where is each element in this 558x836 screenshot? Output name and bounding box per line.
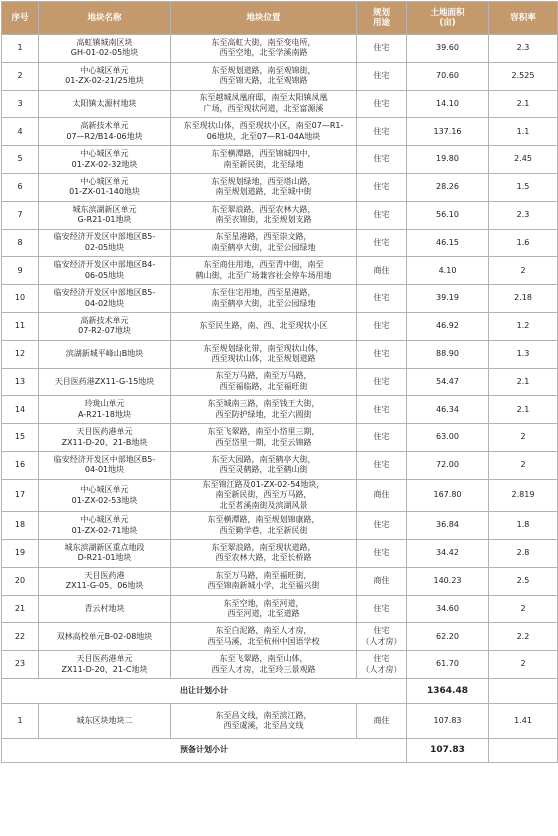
transfer-plan-cell-location: 东至翠浪路，南至现状道路， 西至农林大路，北至长桥路 — [171, 540, 357, 568]
transfer-plan-row — [2, 396, 558, 424]
transfer-plan-cell-name: 中心城区单元 01-ZX-02-71地块 — [39, 512, 171, 540]
transfer-plan-row — [2, 229, 558, 257]
transfer-plan-cell-location: 东至规划道路，南至观锦街， 西至锦天路，北至观锦路 — [171, 62, 357, 90]
transfer-plan-cell-area: 19.80 — [407, 146, 489, 174]
transfer-plan-cell-location: 东至城南三路，南至钱王大街， 西至防护绿地，北至六圆街 — [171, 396, 357, 424]
transfer-plan-cell-use: 住宅 — [357, 146, 407, 174]
transfer-plan-cell-location: 东至规划绿化带，南至现状山体， 西至现状山体，北至规划道路 — [171, 340, 357, 368]
transfer-plan-cell-use: 住宅 — [357, 229, 407, 257]
transfer-plan-cell-use: 住宅 — [357, 62, 407, 90]
transfer-plan-cell-name: 中心城区单元 01-ZX-01-140地块 — [39, 173, 171, 201]
transfer-plan-cell-seq: 5 — [2, 146, 39, 174]
transfer-plan-cell-location: 东至大园路，南至鹤亭大街， 西至灵鹤路，北至鹤山街 — [171, 451, 357, 479]
table-header-row — [2, 2, 558, 35]
transfer-plan-cell-name: 临安经济开发区中部地区B5- 02-05地块 — [39, 229, 171, 257]
transfer-plan-cell-use: 住宅 — [357, 285, 407, 313]
transfer-subtotal-section — [2, 679, 558, 704]
transfer-plan-cell-use: 住宅 — [357, 340, 407, 368]
transfer-plan-cell-use: 住宅 — [357, 540, 407, 568]
transfer-plan-cell-far: 1.6 — [489, 229, 558, 257]
land-plan-table — [1, 1, 558, 763]
transfer-plan-cell-location: 东至越城凤凰府邸，南至太阳镇凤凰 广场，西至现状河道，北至富源溪 — [171, 90, 357, 118]
transfer-plan-cell-name: 高新技术单元 07—R2/B14-06地块 — [39, 118, 171, 146]
transfer-plan-cell-far: 2.3 — [489, 35, 558, 63]
transfer-plan-cell-seq: 20 — [2, 567, 39, 595]
transfer-plan-cell-far: 2 — [489, 424, 558, 452]
transfer-plan-cell-use: 住宅 — [357, 396, 407, 424]
transfer-plan-cell-name: 临安经济开发区中部地区B4- 06-05地块 — [39, 257, 171, 285]
transfer-plan-cell-use: 住宅 — [357, 424, 407, 452]
transfer-plan-cell-seq: 6 — [2, 173, 39, 201]
transfer-plan-row — [2, 595, 558, 623]
transfer-plan-cell-seq: 12 — [2, 340, 39, 368]
transfer-plan-cell-far: 1.2 — [489, 312, 558, 340]
transfer-plan-cell-name: 临安经济开发区中部地区B5- 04-02地块 — [39, 285, 171, 313]
reserve-plan-cell-location: 东至昌文线，南至滨江路， 西至虞溪，北至昌文线 — [171, 704, 357, 739]
transfer-plan-cell-name: 高虹镇城南区块 GH-01-02-05地块 — [39, 35, 171, 63]
transfer-plan-cell-seq: 10 — [2, 285, 39, 313]
transfer-plan-cell-seq: 16 — [2, 451, 39, 479]
transfer-plan-cell-area: 39.19 — [407, 285, 489, 313]
transfer-plan-cell-far: 2 — [489, 651, 558, 679]
transfer-plan-cell-name: 天目医药港 ZX11-G-05、06地块 — [39, 567, 171, 595]
transfer-plan-row — [2, 623, 558, 651]
transfer-plan-cell-use: 商住 — [357, 567, 407, 595]
transfer-plan-cell-name: 天目医药港ZX11-G-15地块 — [39, 368, 171, 396]
transfer-plan-cell-location: 东至万马路，南至福旺街， 西至锦南新城小学，北至福兴街 — [171, 567, 357, 595]
transfer-plan-cell-area: 167.80 — [407, 479, 489, 512]
transfer-plan-row — [2, 567, 558, 595]
transfer-plan-cell-name: 中心城区单元 01-ZX-02-32地块 — [39, 146, 171, 174]
transfer-plan-cell-far: 1.5 — [489, 173, 558, 201]
transfer-plan-cell-location: 东至横潭路，西至锦城四中， 南至新民街，北至绿地 — [171, 146, 357, 174]
transfer-plan-cell-area: 140.23 — [407, 567, 489, 595]
transfer-plan-cell-name: 天目医药港单元 ZX11-D-20、21-B地块 — [39, 424, 171, 452]
transfer-plan-cell-location: 东至现状山体，西至现状小区，南至07—R1- 06地块，北至07—R1-04A地块 — [171, 118, 357, 146]
transfer-plan-cell-far: 2.1 — [489, 90, 558, 118]
transfer-plan-cell-location: 东至万马路，南至万马路， 西至福临路，北至福旺街 — [171, 368, 357, 396]
transfer-plan-cell-location: 东至锦江路及01-ZX-02-54地块， 南至新民街，西至万马路， 北至茗溪南街及滨湖风景 — [171, 479, 357, 512]
header-location: 地块位置 — [171, 2, 357, 35]
transfer-plan-cell-use: 住宅 — [357, 595, 407, 623]
transfer-plan-row — [2, 201, 558, 229]
transfer-plan-row — [2, 368, 558, 396]
transfer-plan-cell-area: 62.20 — [407, 623, 489, 651]
transfer-plan-row — [2, 285, 558, 313]
transfer-plan-cell-far: 2 — [489, 257, 558, 285]
transfer-plan-cell-location: 东至飞翠路，南至山体， 西至人才房，北至玲三景观路 — [171, 651, 357, 679]
transfer-plan-cell-location: 东至商住用地，西至青中街，南至 鹤山街，北至广场兼容社会停车场用地 — [171, 257, 357, 285]
transfer-plan-cell-area: 46.34 — [407, 396, 489, 424]
transfer-plan-cell-far: 2.18 — [489, 285, 558, 313]
transfer-plan-cell-use: 住宅 （人才房） — [357, 623, 407, 651]
reserve-plan-cell-area: 107.83 — [407, 704, 489, 739]
transfer-plan-cell-far: 2.1 — [489, 396, 558, 424]
transfer-plan-cell-use: 商住 — [357, 479, 407, 512]
reserve-subtotal-row — [2, 739, 558, 763]
transfer-plan-cell-seq: 7 — [2, 201, 39, 229]
transfer-plan-cell-far: 2.5 — [489, 567, 558, 595]
transfer-plan-row — [2, 35, 558, 63]
transfer-plan-cell-name: 城东滨湖新区重点地段 D-R21-01地块 — [39, 540, 171, 568]
transfer-plan-cell-area: 28.26 — [407, 173, 489, 201]
transfer-plan-cell-area: 46.15 — [407, 229, 489, 257]
transfer-plan-cell-seq: 19 — [2, 540, 39, 568]
transfer-plan-cell-area: 34.42 — [407, 540, 489, 568]
transfer-plan-cell-name: 中心城区单元 01-ZX-02-53地块 — [39, 479, 171, 512]
transfer-plan-cell-location: 东至规划绿地，西至塔山路， 南至规划道路，北至城中街 — [171, 173, 357, 201]
transfer-plan-cell-far: 2.3 — [489, 201, 558, 229]
reserve-subtotal-label: 预备计划小计 — [2, 739, 407, 763]
reserve-subtotal-area: 107.83 — [407, 739, 489, 763]
transfer-plan-cell-name: 天目医药港单元 ZX11-D-20、21-C地块 — [39, 651, 171, 679]
transfer-plan-cell-seq: 11 — [2, 312, 39, 340]
transfer-plan-cell-use: 住宅 （人才房） — [357, 651, 407, 679]
transfer-plan-cell-location: 东至翠浪路，西至农林大路， 南至衣锦街，北至规划支路 — [171, 201, 357, 229]
transfer-plan-row — [2, 312, 558, 340]
transfer-plan-cell-area: 39.60 — [407, 35, 489, 63]
transfer-plan-cell-area: 72.00 — [407, 451, 489, 479]
transfer-plan-body — [2, 35, 558, 679]
transfer-plan-cell-name: 双林高校单元B-02-08地块 — [39, 623, 171, 651]
transfer-plan-cell-area: 54.47 — [407, 368, 489, 396]
transfer-plan-cell-area: 34.60 — [407, 595, 489, 623]
transfer-plan-cell-far: 2.1 — [489, 368, 558, 396]
transfer-plan-cell-name: 中心城区单元 01-ZX-02-21/25地块 — [39, 62, 171, 90]
transfer-plan-cell-use: 住宅 — [357, 90, 407, 118]
transfer-plan-cell-seq: 8 — [2, 229, 39, 257]
transfer-plan-cell-seq: 23 — [2, 651, 39, 679]
transfer-plan-cell-area: 88.90 — [407, 340, 489, 368]
transfer-plan-cell-seq: 13 — [2, 368, 39, 396]
transfer-plan-cell-area: 137.16 — [407, 118, 489, 146]
transfer-plan-cell-far: 1.3 — [489, 340, 558, 368]
transfer-plan-cell-use: 住宅 — [357, 312, 407, 340]
transfer-plan-cell-name: 滨湖新城平峰山B地块 — [39, 340, 171, 368]
transfer-subtotal-far — [489, 679, 558, 704]
transfer-plan-cell-name: 太阳镇太源村地块 — [39, 90, 171, 118]
transfer-plan-cell-name: 高新技术单元 07-R2-07地块 — [39, 312, 171, 340]
transfer-plan-cell-area: 36.84 — [407, 512, 489, 540]
transfer-plan-cell-location: 东至星港路，西至崇文路， 南至鹤亭大街，北至公园绿地 — [171, 229, 357, 257]
transfer-plan-row — [2, 512, 558, 540]
transfer-plan-cell-location: 东至住宅用地，西至星港路， 南至鹤亭大街，北至公园绿地 — [171, 285, 357, 313]
transfer-plan-cell-location: 东至空地，南至河道， 西至河道，北至道路 — [171, 595, 357, 623]
transfer-plan-cell-area: 61.70 — [407, 651, 489, 679]
transfer-plan-cell-location: 东至飞翠路，南至小岱里三期， 西至岱里一期，北至云锦路 — [171, 424, 357, 452]
reserve-plan-row — [2, 704, 558, 739]
transfer-plan-cell-far: 2.2 — [489, 623, 558, 651]
transfer-plan-cell-seq: 15 — [2, 424, 39, 452]
transfer-plan-row — [2, 118, 558, 146]
transfer-plan-cell-seq: 14 — [2, 396, 39, 424]
reserve-plan-cell-far: 1.41 — [489, 704, 558, 739]
transfer-plan-cell-use: 住宅 — [357, 173, 407, 201]
transfer-plan-cell-far: 1.1 — [489, 118, 558, 146]
transfer-plan-cell-use: 住宅 — [357, 201, 407, 229]
transfer-plan-cell-far: 2.8 — [489, 540, 558, 568]
transfer-plan-cell-use: 住宅 — [357, 512, 407, 540]
transfer-plan-cell-use: 住宅 — [357, 451, 407, 479]
transfer-plan-cell-area: 14.10 — [407, 90, 489, 118]
header-name: 地块名称 — [39, 2, 171, 35]
transfer-plan-cell-name: 城东滨湖新区单元 G-R21-01地块 — [39, 201, 171, 229]
transfer-plan-cell-area: 46.92 — [407, 312, 489, 340]
transfer-plan-cell-seq: 22 — [2, 623, 39, 651]
header-use: 规划 用途 — [357, 2, 407, 35]
transfer-plan-cell-seq: 3 — [2, 90, 39, 118]
transfer-plan-cell-seq: 2 — [2, 62, 39, 90]
transfer-plan-cell-seq: 9 — [2, 257, 39, 285]
transfer-plan-cell-area: 63.00 — [407, 424, 489, 452]
reserve-plan-cell-use: 商住 — [357, 704, 407, 739]
transfer-plan-cell-location: 东至白泥路，南至人才房， 西至马溪，北至杭州中国语学校 — [171, 623, 357, 651]
transfer-plan-row — [2, 540, 558, 568]
transfer-plan-cell-seq: 21 — [2, 595, 39, 623]
transfer-plan-cell-seq: 18 — [2, 512, 39, 540]
transfer-plan-cell-use: 住宅 — [357, 368, 407, 396]
transfer-plan-row — [2, 146, 558, 174]
transfer-plan-row — [2, 62, 558, 90]
transfer-plan-row — [2, 479, 558, 512]
transfer-plan-cell-far: 2 — [489, 595, 558, 623]
transfer-subtotal-row — [2, 679, 558, 704]
transfer-plan-cell-far: 1.8 — [489, 512, 558, 540]
transfer-plan-cell-use: 住宅 — [357, 118, 407, 146]
transfer-plan-row — [2, 173, 558, 201]
transfer-plan-cell-far: 2.525 — [489, 62, 558, 90]
transfer-plan-cell-seq: 17 — [2, 479, 39, 512]
transfer-plan-row — [2, 451, 558, 479]
reserve-plan-body — [2, 704, 558, 739]
transfer-plan-cell-location: 东至横潭路，南至规划锦康路， 西至勤学巷，北至新民街 — [171, 512, 357, 540]
header-far: 容积率 — [489, 2, 558, 35]
transfer-plan-cell-far: 2 — [489, 451, 558, 479]
reserve-subtotal-far — [489, 739, 558, 763]
transfer-plan-cell-area: 56.10 — [407, 201, 489, 229]
transfer-plan-row — [2, 424, 558, 452]
transfer-plan-cell-seq: 4 — [2, 118, 39, 146]
transfer-plan-cell-area: 70.60 — [407, 62, 489, 90]
transfer-plan-cell-use: 住宅 — [357, 35, 407, 63]
transfer-plan-cell-name: 青云村地块 — [39, 595, 171, 623]
transfer-plan-cell-far: 2.45 — [489, 146, 558, 174]
transfer-plan-row — [2, 90, 558, 118]
reserve-subtotal-section — [2, 739, 558, 763]
transfer-plan-cell-location: 东至民生路，南、西、北至现状小区 — [171, 312, 357, 340]
transfer-subtotal-area: 1364.48 — [407, 679, 489, 704]
header-seq: 序号 — [2, 2, 39, 35]
transfer-plan-cell-use: 商住 — [357, 257, 407, 285]
transfer-plan-row — [2, 340, 558, 368]
transfer-plan-row — [2, 257, 558, 285]
transfer-plan-cell-location: 东至高虹大街，南至变电所， 西至空地，北至学溪南路 — [171, 35, 357, 63]
header-area: 土地面积 (亩) — [407, 2, 489, 35]
reserve-plan-cell-seq: 1 — [2, 704, 39, 739]
transfer-plan-cell-seq: 1 — [2, 35, 39, 63]
transfer-plan-row — [2, 651, 558, 679]
transfer-plan-cell-far: 2.819 — [489, 479, 558, 512]
reserve-plan-cell-name: 城东区块地块二 — [39, 704, 171, 739]
transfer-plan-cell-area: 4.10 — [407, 257, 489, 285]
transfer-subtotal-label: 出让计划小计 — [2, 679, 407, 704]
transfer-plan-cell-name: 临安经济开发区中部地区B5- 04-01地块 — [39, 451, 171, 479]
transfer-plan-cell-name: 玲珑山单元 A-R21-18地块 — [39, 396, 171, 424]
